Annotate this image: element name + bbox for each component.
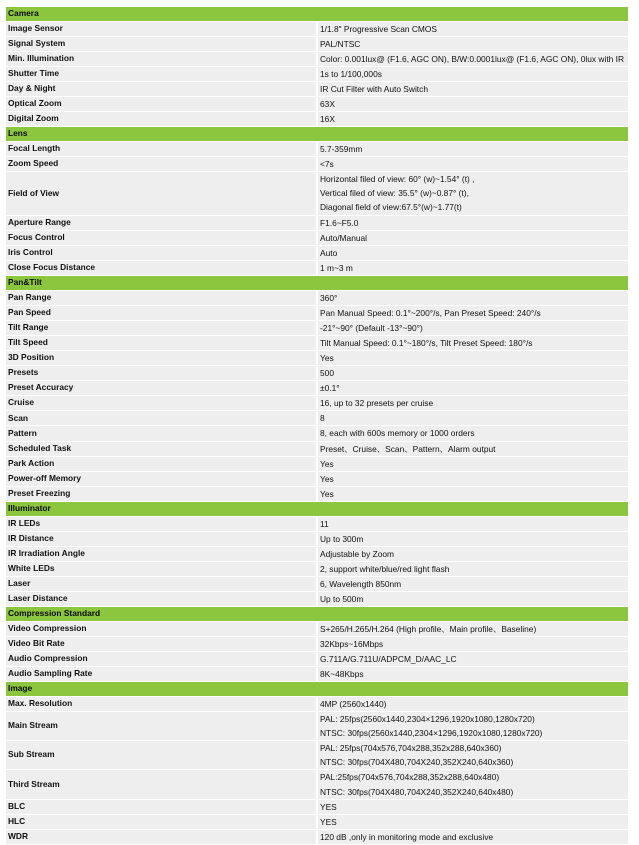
spec-label: Max. Resolution — [6, 696, 317, 711]
spec-label: Tilt Range — [6, 320, 317, 335]
spec-value-line: PAL: 25fps(704x576,704x288,352x288,640x360) — [320, 743, 502, 754]
spec-label: Day & Night — [6, 82, 317, 97]
spec-value-line: Up to 300m — [320, 533, 364, 544]
spec-label: Laser — [6, 577, 317, 592]
spec-label: Digital Zoom — [6, 112, 317, 127]
spec-row — [6, 320, 628, 335]
spec-label: Power-off Memory — [6, 471, 317, 486]
spec-value — [317, 516, 628, 531]
spec-value — [317, 411, 628, 426]
spec-label: Pattern — [6, 426, 317, 441]
spec-value — [317, 636, 628, 651]
spec-label: White LEDs — [6, 561, 317, 576]
spec-value-line: Yes — [320, 488, 334, 499]
spec-table — [6, 7, 628, 845]
spec-value — [317, 829, 628, 844]
spec-label: Pan Speed — [6, 305, 317, 320]
spec-label: Focal Length — [6, 142, 317, 157]
spec-value — [317, 577, 628, 592]
spec-value — [317, 172, 628, 215]
section-header — [6, 275, 628, 290]
section-header — [6, 127, 628, 142]
spec-row — [6, 260, 628, 275]
spec-value-line: 63X — [320, 99, 335, 110]
spec-row — [6, 396, 628, 411]
spec-label: Pan Range — [6, 290, 317, 305]
spec-value — [317, 66, 628, 81]
spec-row — [6, 577, 628, 592]
spec-label: Sub Stream — [6, 741, 317, 770]
spec-value-line: NTSC: 30fps(704X480,704X240,352X240,640x360) — [320, 757, 514, 768]
spec-row — [6, 486, 628, 501]
spec-label: Third Stream — [6, 770, 317, 799]
spec-row — [6, 546, 628, 561]
spec-label: Cruise — [6, 396, 317, 411]
spec-value-line: Color: 0.001lux@ (F1.6, AGC ON), B/W:0.0001lux@ (F1.6, AGC ON), 0lux with IR — [320, 53, 625, 64]
spec-row — [6, 441, 628, 456]
spec-value-line: Yes — [320, 352, 334, 363]
spec-label: BLC — [6, 799, 317, 814]
section-header — [6, 501, 628, 516]
spec-value — [317, 230, 628, 245]
spec-label: WDR — [6, 829, 317, 844]
spec-value-line: Auto — [320, 247, 338, 258]
spec-row — [6, 636, 628, 651]
spec-row — [6, 471, 628, 486]
spec-label: Audio Sampling Rate — [6, 667, 317, 682]
spec-row — [6, 741, 628, 770]
spec-row — [6, 621, 628, 636]
spec-row — [6, 531, 628, 546]
spec-value — [317, 396, 628, 411]
spec-value — [317, 305, 628, 320]
spec-label: Video Compression — [6, 621, 317, 636]
spec-label: IR Irradiation Angle — [6, 546, 317, 561]
section-title: Image — [6, 682, 628, 697]
spec-label: Preset Accuracy — [6, 381, 317, 396]
spec-value — [317, 36, 628, 51]
spec-value-line: 120 dB ,only in monitoring mode and exclusive — [320, 831, 494, 842]
spec-value — [317, 592, 628, 607]
spec-value-line: 11 — [320, 518, 329, 529]
spec-label: Close Focus Distance — [6, 260, 317, 275]
spec-label: Presets — [6, 366, 317, 381]
spec-value-line: 500 — [320, 368, 334, 379]
section-header — [6, 607, 628, 622]
spec-row — [6, 230, 628, 245]
spec-value-line: Up to 500m — [320, 594, 364, 605]
spec-value-line: 6, Wavelength 850nm — [320, 579, 402, 589]
spec-row — [6, 51, 628, 66]
spec-row — [6, 350, 628, 365]
spec-row — [6, 215, 628, 230]
spec-value — [317, 546, 628, 561]
spec-row — [6, 305, 628, 320]
spec-value-line: 8, each with 600s memory or 1000 orders — [320, 428, 475, 439]
spec-row — [6, 97, 628, 112]
spec-value — [317, 712, 628, 741]
spec-value — [317, 456, 628, 471]
spec-row — [6, 592, 628, 607]
spec-value-line: Vertical filed of view: 35.5° (w)~0.87° (t), — [320, 188, 469, 199]
spec-row — [6, 799, 628, 814]
spec-row — [6, 667, 628, 682]
spec-value — [317, 82, 628, 97]
spec-value — [317, 486, 628, 501]
spec-label: Preset Freezing — [6, 486, 317, 501]
spec-label: IR Distance — [6, 531, 317, 546]
spec-row — [6, 814, 628, 829]
spec-row — [6, 712, 628, 741]
spec-value-line: PAL: 25fps(2560x1440,2304×1296,1920x1080,1280x720) — [320, 714, 535, 725]
spec-value-line: 1s to 1/100,000s — [320, 68, 382, 79]
spec-row — [6, 696, 628, 711]
spec-value-line: Horizontal filed of view: 60° (w)~1.54° (t) , — [320, 174, 475, 185]
spec-value-line: Pan Manual Speed: 0.1°~200°/s, Pan Preset Speed: 240°/s — [320, 307, 541, 318]
spec-label: Main Stream — [6, 712, 317, 741]
spec-label: Zoom Speed — [6, 157, 317, 172]
spec-value-line: Diagonal field of view:67.5°(w)~1.77(t) — [320, 202, 462, 213]
spec-value-line: 1 m~3 m — [320, 262, 353, 273]
spec-label: Video Bit Rate — [6, 636, 317, 651]
spec-value — [317, 667, 628, 682]
spec-row — [6, 335, 628, 350]
spec-label: Audio Compression — [6, 652, 317, 667]
spec-value-line: 16, up to 32 presets per cruise — [320, 398, 434, 409]
spec-label: Iris Control — [6, 245, 317, 260]
spec-value-line: -21°~90° (Default -13°~90°) — [320, 322, 423, 333]
spec-value — [317, 621, 628, 636]
spec-value-line: Preset、Cruise、Scan、Pattern、Alarm output — [320, 443, 496, 454]
spec-value — [317, 260, 628, 275]
spec-label: IR LEDs — [6, 516, 317, 531]
spec-value-line: YES — [320, 816, 337, 827]
spec-row — [6, 381, 628, 396]
spec-row — [6, 290, 628, 305]
spec-value-line: 2, support white/blue/red light flash — [320, 563, 450, 574]
spec-value-line: <7s — [320, 159, 334, 170]
spec-label: Min. Illumination — [6, 51, 317, 66]
spec-row — [6, 157, 628, 172]
spec-value — [317, 215, 628, 230]
spec-row — [6, 142, 628, 157]
spec-label: Shutter Time — [6, 66, 317, 81]
spec-value — [317, 381, 628, 396]
spec-label: Focus Control — [6, 230, 317, 245]
spec-value — [317, 51, 628, 66]
spec-value — [317, 97, 628, 112]
spec-value — [317, 441, 628, 456]
spec-label: Optical Zoom — [6, 97, 317, 112]
section-header — [6, 7, 628, 21]
spec-value — [317, 142, 628, 157]
spec-row — [6, 112, 628, 127]
spec-value-line: Yes — [320, 458, 334, 469]
spec-row — [6, 411, 628, 426]
spec-value — [317, 561, 628, 576]
spec-value — [317, 770, 628, 799]
spec-value-line: G.711A/G.711U/ADPCM_D/AAC_LC — [320, 654, 457, 665]
spec-value — [317, 366, 628, 381]
spec-value-line: Tilt Manual Speed: 0.1°~180°/s, Tilt Preset Speed: 180°/s — [320, 337, 533, 348]
section-title: Pan&Tilt — [6, 275, 628, 290]
spec-label: Aperture Range — [6, 215, 317, 230]
spec-value — [317, 531, 628, 546]
spec-value-line: 16X — [320, 114, 335, 125]
spec-value-line: Yes — [320, 473, 334, 484]
spec-value-line: NTSC: 30fps(704X480,704X240,352X240,640x480) — [320, 786, 514, 797]
spec-value — [317, 741, 628, 770]
spec-row — [6, 366, 628, 381]
spec-value-line: Adjustable by Zoom — [320, 548, 395, 559]
spec-value — [317, 652, 628, 667]
spec-value-line: 8K~48Kbps — [320, 669, 364, 680]
spec-row — [6, 66, 628, 81]
spec-value — [317, 21, 628, 36]
spec-row — [6, 516, 628, 531]
spec-row — [6, 36, 628, 51]
spec-value-line: 1/1.8" Progressive Scan CMOS — [320, 23, 438, 34]
spec-label: Field of View — [6, 172, 317, 215]
spec-value — [317, 320, 628, 335]
spec-value — [317, 112, 628, 127]
spec-value-line: NTSC: 30fps(2560x1440,2304×1296,1920x1080,1280x720) — [320, 728, 543, 739]
spec-value-line: 360° — [320, 292, 338, 303]
section-header — [6, 682, 628, 697]
spec-value — [317, 335, 628, 350]
spec-value — [317, 799, 628, 814]
spec-value-line: F1.6~F5.0 — [320, 217, 359, 228]
spec-value — [317, 696, 628, 711]
spec-value-line: 8 — [320, 413, 325, 424]
spec-value — [317, 245, 628, 260]
spec-value — [317, 814, 628, 829]
spec-label: HLC — [6, 814, 317, 829]
spec-value — [317, 290, 628, 305]
spec-label: Image Sensor — [6, 21, 317, 36]
spec-label: Park Action — [6, 456, 317, 471]
spec-row — [6, 426, 628, 441]
section-title: Illuminator — [6, 501, 628, 516]
spec-label: Signal System — [6, 36, 317, 51]
section-title: Compression Standard — [6, 607, 628, 622]
spec-value-line: PAL/NTSC — [320, 38, 361, 49]
spec-row — [6, 82, 628, 97]
spec-label: Scan — [6, 411, 317, 426]
spec-value — [317, 350, 628, 365]
spec-value-line: 5.7-359mm — [320, 144, 363, 155]
spec-row — [6, 245, 628, 260]
spec-value-line: YES — [320, 801, 337, 812]
section-title: Camera — [6, 7, 628, 21]
spec-label: Tilt Speed — [6, 335, 317, 350]
spec-value-line: 4MP (2560x1440) — [320, 698, 387, 709]
section-title: Lens — [6, 127, 628, 142]
spec-row — [6, 561, 628, 576]
spec-label: 3D Position — [6, 350, 317, 365]
spec-value-line: Auto/Manual — [320, 232, 368, 243]
spec-row — [6, 172, 628, 215]
spec-row — [6, 770, 628, 799]
spec-value — [317, 157, 628, 172]
spec-row — [6, 21, 628, 36]
spec-row — [6, 456, 628, 471]
spec-value-line: PAL:25fps(704x576,704x288,352x288,640x480) — [320, 772, 500, 783]
spec-value — [317, 426, 628, 441]
spec-row — [6, 829, 628, 844]
spec-value — [317, 471, 628, 486]
spec-row — [6, 652, 628, 667]
spec-value-line: ±0.1° — [320, 383, 340, 394]
spec-label: Laser Distance — [6, 592, 317, 607]
spec-value-line: 32Kbps~16Mbps — [320, 638, 384, 649]
spec-label: Scheduled Task — [6, 441, 317, 456]
spec-value-line: S+265/H.265/H.264 (High profile、Main profile、Baseline) — [320, 623, 537, 634]
spec-value-line: IR Cut Filter with Auto Switch — [320, 84, 428, 95]
